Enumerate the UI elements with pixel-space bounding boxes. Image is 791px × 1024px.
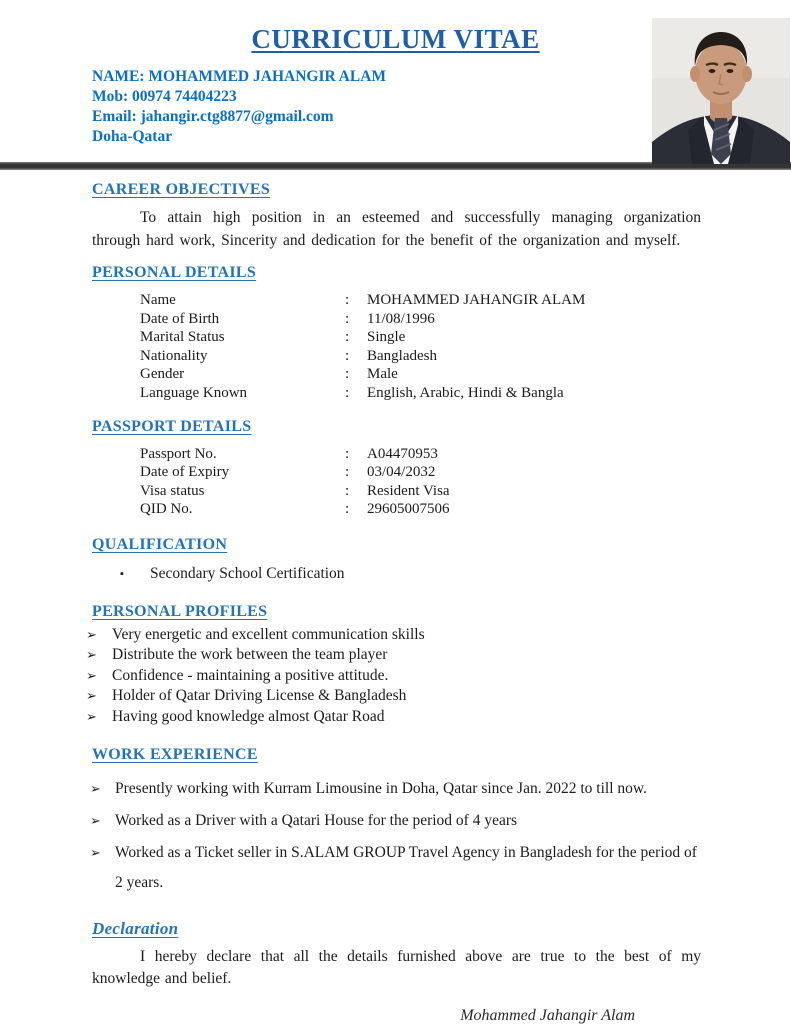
arrow-bullet-icon: ➢: [90, 813, 101, 829]
personal-details-table: [140, 291, 701, 403]
list-item: [86, 645, 701, 666]
detail-colon: :: [345, 501, 350, 518]
qualification-list: [92, 564, 701, 584]
contact-email-line: Email: jahangir.ctg8877@gmail.com: [92, 108, 334, 125]
detail-label: Name: [140, 292, 176, 308]
table-row: [140, 482, 701, 501]
arrow-bullet-icon: ➢: [86, 626, 97, 642]
section-heading-qualification: QUALIFICATION: [92, 535, 228, 553]
list-item: [86, 625, 701, 646]
detail-label: Passport No.: [140, 445, 217, 462]
detail-label: Language Known: [140, 384, 248, 401]
detail-colon: :: [345, 445, 350, 462]
list-item: [90, 806, 701, 836]
square-bullet-icon: ▪: [120, 567, 124, 580]
list-item: [86, 686, 701, 707]
table-row: [140, 384, 701, 403]
section-heading-declaration: Declaration: [92, 919, 179, 939]
qualification-item-text: Secondary School Certification: [150, 564, 345, 582]
table-row: [140, 328, 701, 347]
detail-value: Resident Visa: [367, 482, 450, 499]
detail-value: Male: [367, 366, 398, 383]
table-row: [140, 310, 701, 329]
detail-colon: :: [345, 384, 350, 401]
contact-location-line: Doha-Qatar: [92, 128, 173, 145]
profile-item-text: Confidence - maintaining a positive attitude.: [112, 666, 389, 684]
detail-value: 29605007506: [367, 501, 450, 518]
arrow-bullet-icon: ➢: [90, 781, 101, 797]
list-item: [120, 564, 701, 584]
section-heading-passport-details: PASSPORT DETAILS: [92, 417, 252, 435]
arrow-bullet-icon: ➢: [86, 647, 97, 663]
profile-item-text: Very energetic and excellent communication skills: [112, 625, 425, 643]
work-item-text: Worked as a Ticket seller in S.ALAM GROUP Travel Agency in Bangladesh for the period of 2 years.: [115, 844, 697, 892]
arrow-bullet-icon: ➢: [86, 688, 97, 704]
signature-name: Mohammed Jahangir Alam: [460, 1007, 635, 1024]
table-row: [140, 365, 701, 384]
detail-value: Single: [367, 329, 406, 346]
passport-details-table: [140, 445, 701, 519]
detail-colon: :: [345, 310, 350, 327]
detail-label: Date of Birth: [140, 310, 220, 327]
list-item: [90, 838, 701, 898]
cv-body: [0, 181, 791, 1024]
table-row: [140, 445, 701, 464]
detail-label: Visa status: [140, 482, 205, 499]
table-row: [140, 347, 701, 366]
portrait-photo-graphic: [652, 18, 790, 164]
list-item: [86, 707, 701, 728]
detail-label: Marital Status: [140, 329, 225, 346]
detail-colon: :: [345, 292, 350, 308]
personal-profiles-list: [86, 625, 701, 728]
detail-label: Date of Expiry: [140, 464, 230, 481]
contact-mobile-line: Mob: 00974 74404223: [92, 88, 237, 105]
detail-value: MOHAMMED JAHANGIR ALAM: [367, 292, 586, 308]
detail-value: 11/08/1996: [367, 310, 435, 327]
list-item: [90, 774, 701, 804]
detail-colon: :: [345, 347, 350, 364]
declaration-text: I hereby declare that all the details furnished above are true to the best of my knowledge and belief.: [92, 948, 701, 987]
section-heading-work-experience: WORK EXPERIENCE: [92, 746, 258, 764]
cv-header: [0, 0, 791, 162]
arrow-bullet-icon: ➢: [86, 667, 97, 683]
table-row: [140, 463, 701, 482]
page-title: CURRICULUM VITAE: [251, 24, 540, 54]
table-row: [140, 291, 701, 310]
detail-label: QID No.: [140, 501, 193, 518]
section-heading-personal-details: PERSONAL DETAILS: [92, 264, 257, 281]
arrow-bullet-icon: ➢: [90, 845, 101, 861]
detail-label: Nationality: [140, 347, 208, 364]
detail-label: Gender: [140, 366, 185, 383]
profile-item-text: Distribute the work between the team player: [112, 646, 388, 664]
detail-colon: :: [345, 366, 350, 383]
work-item-text: Worked as a Driver with a Qatari House for the period of 4 years: [115, 812, 518, 830]
arrow-bullet-icon: ➢: [86, 708, 97, 724]
table-row: [140, 500, 701, 519]
detail-colon: :: [345, 329, 350, 346]
profile-item-text: Having good knowledge almost Qatar Road: [112, 707, 385, 725]
detail-colon: :: [345, 482, 350, 499]
work-experience-list: [92, 774, 701, 898]
detail-value: Bangladesh: [367, 347, 437, 364]
section-heading-career-objectives: CAREER OBJECTIVES: [92, 181, 271, 198]
profile-item-text: Holder of Qatar Driving License & Bangladesh: [112, 687, 407, 705]
detail-value: English, Arabic, Hindi & Bangla: [367, 384, 564, 401]
career-objectives-text: To attain high position in an esteemed and successfully managing organization through hard work, Sincerity and dedication for the benefit of the organization and myself.: [92, 209, 701, 249]
list-item: [86, 666, 701, 687]
detail-value: A04470953: [367, 445, 438, 462]
applicant-portrait-photo: [652, 18, 790, 164]
section-heading-personal-profiles: PERSONAL PROFILES: [92, 602, 268, 620]
detail-colon: :: [345, 464, 350, 481]
contact-name-line: NAME: MOHAMMED JAHANGIR ALAM: [92, 68, 387, 85]
detail-value: 03/04/2032: [367, 464, 436, 481]
work-item-text: Presently working with Kurram Limousine in Doha, Qatar since Jan. 2022 to till now.: [115, 780, 647, 798]
